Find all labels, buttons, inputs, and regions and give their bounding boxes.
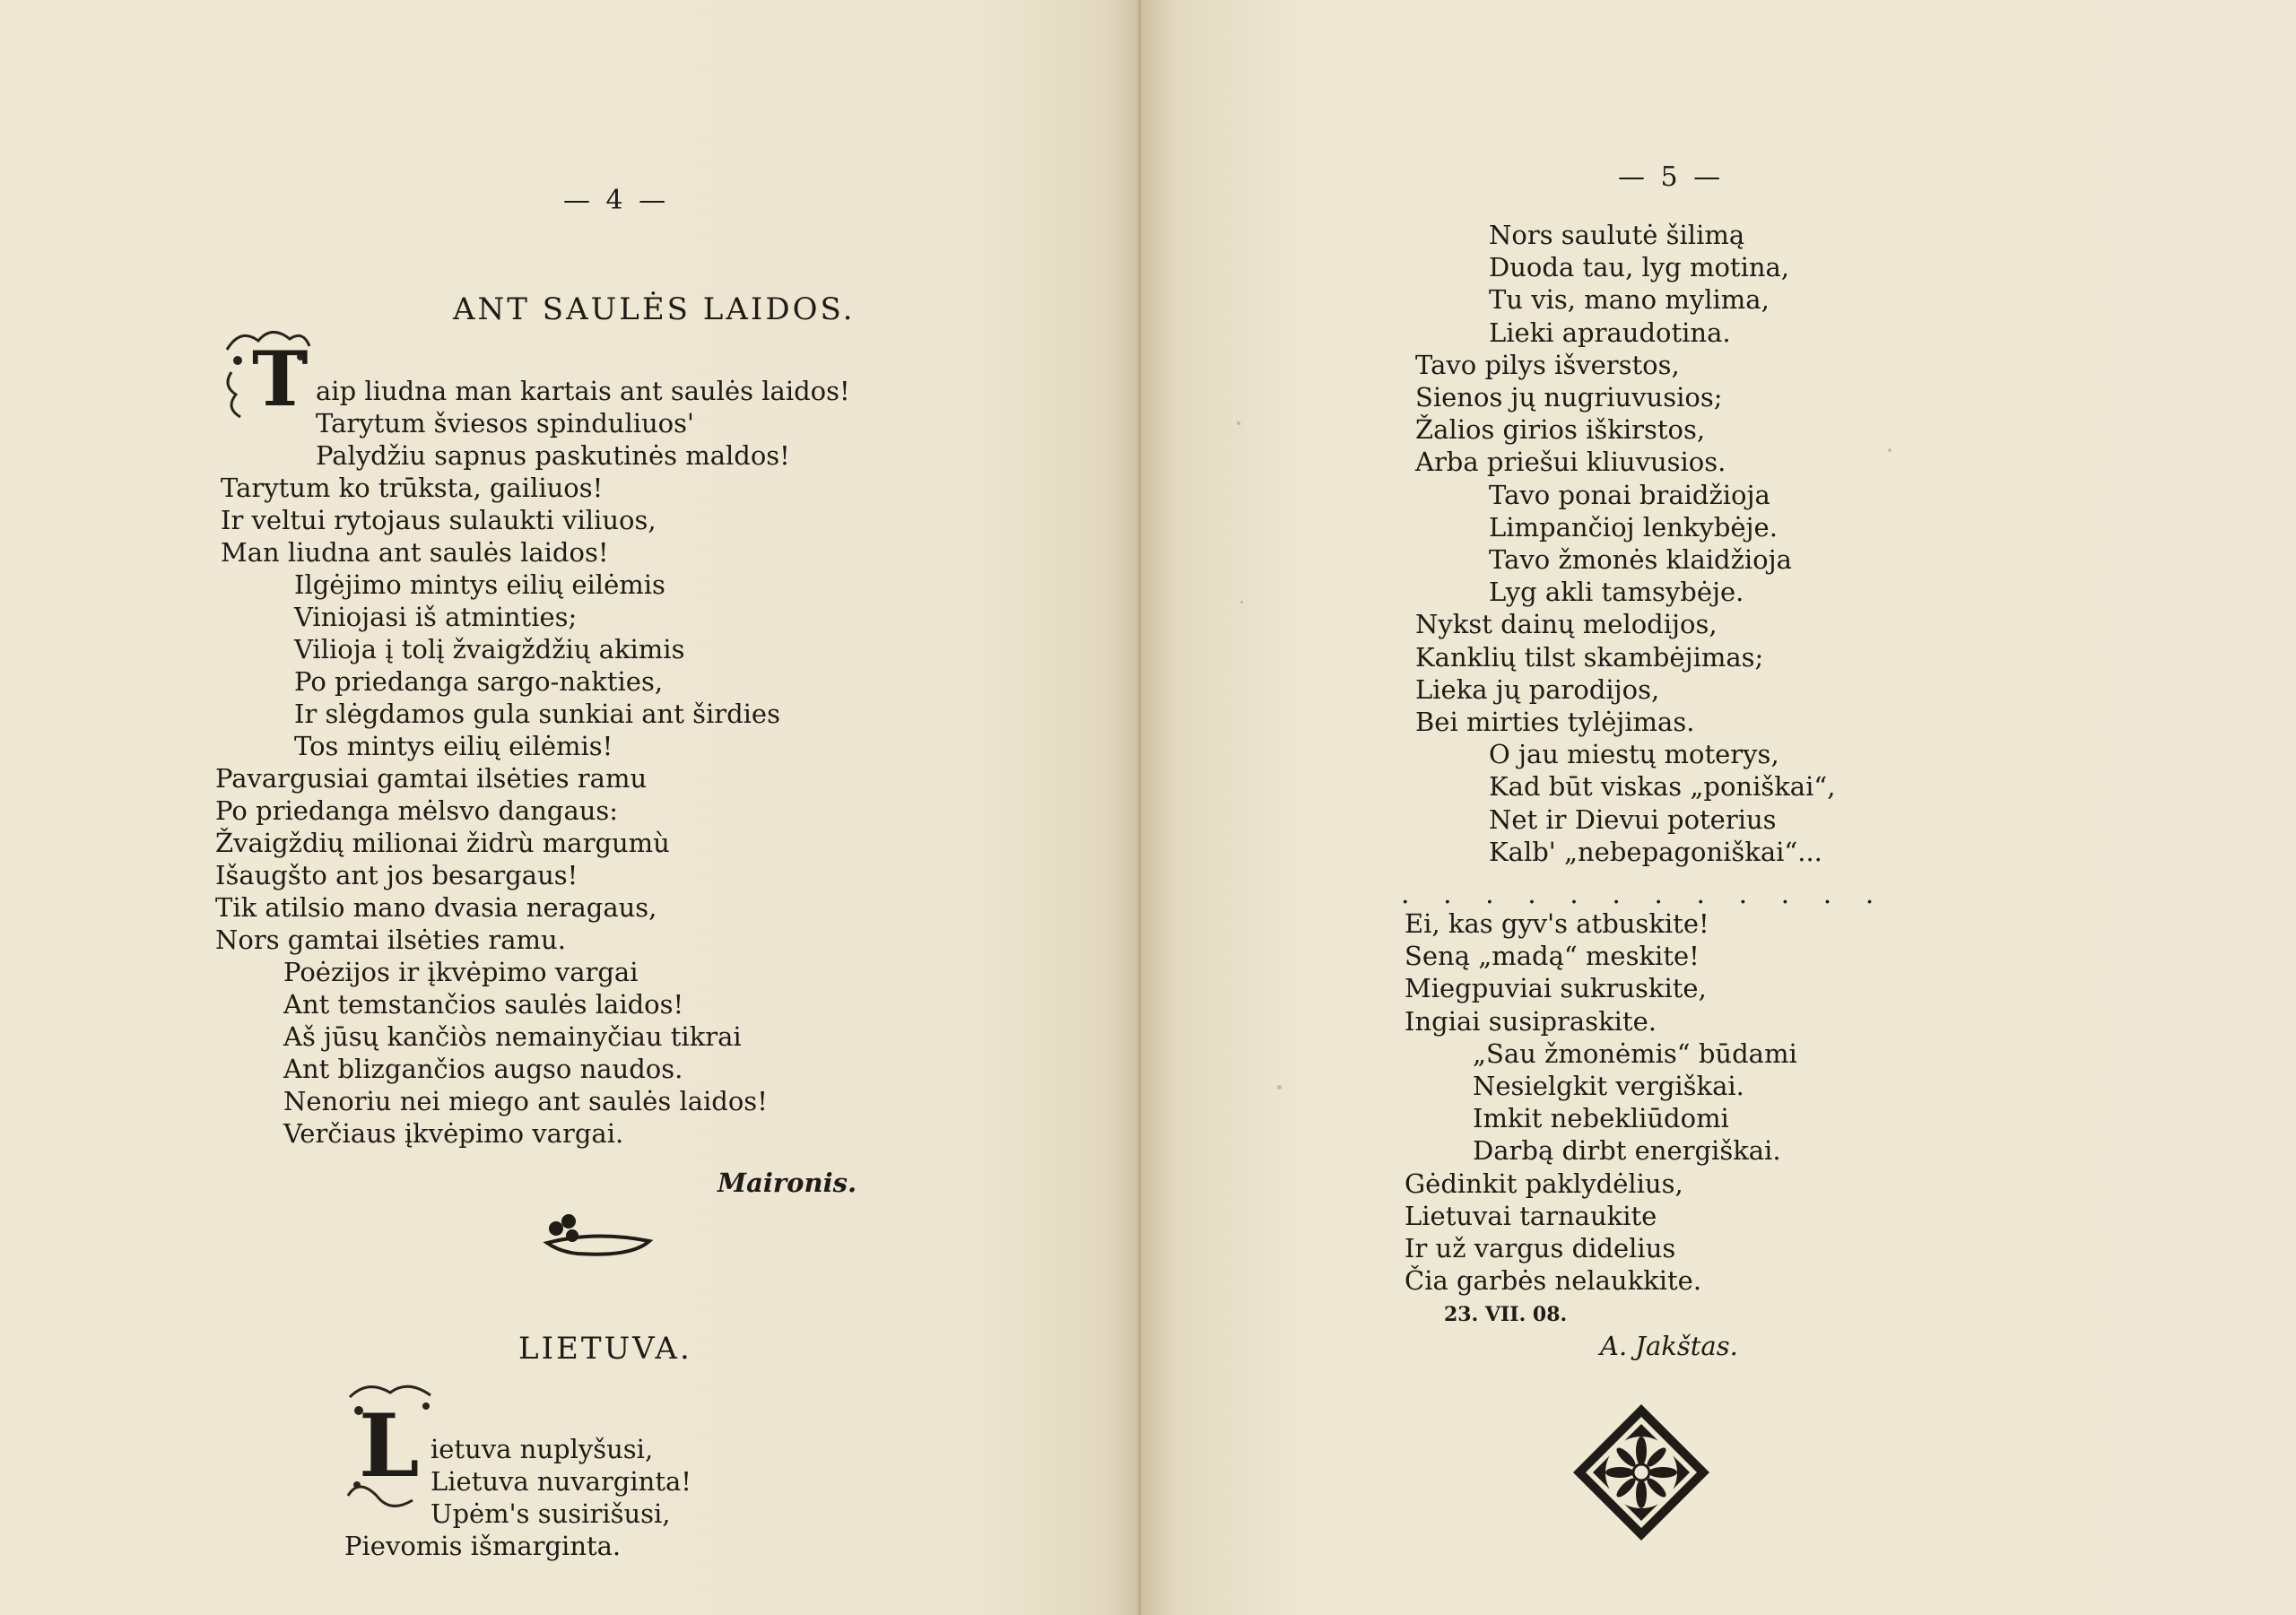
verse-line: Tarytum ko trūksta, gailiuos! — [221, 473, 604, 503]
verse-line: Ei, kas gyv's atbuskite! — [1405, 908, 1709, 939]
verse-line: Verčiaus įkvėpimo vargai. — [283, 1118, 624, 1149]
verse-line: Gėdinkit paklydėlius, — [1405, 1168, 1683, 1199]
signature-maironis: Maironis. — [718, 1168, 857, 1198]
verse-line: Išaugšto ant jos besargaus! — [215, 860, 578, 890]
poem-title-lietuva: LIETUVA. — [518, 1331, 692, 1367]
verse-line: Upėm's susirišusi, — [430, 1498, 671, 1529]
verse-line: Lieki apraudotina. — [1489, 317, 1731, 348]
verse-line: Palydžiu sapnus paskutinės maldos! — [316, 440, 790, 471]
verse-line: Nesielgkit vergiškai. — [1473, 1071, 1744, 1101]
verse-line: Arba priešui kliuvusios. — [1415, 447, 1726, 477]
diamond-flower-ornament — [1570, 1401, 1713, 1548]
verse-line: Aš jūsų kančiòs nemainyčiau tikrai — [283, 1021, 742, 1052]
verse-line: Miegpuviai sukruskite, — [1405, 973, 1707, 1003]
verse-line: Ilgėjimo mintys eilių eilėmis — [294, 569, 665, 600]
svg-text:L: L — [359, 1395, 420, 1497]
verse-line: Ant blizgančios augso naudos. — [283, 1054, 683, 1084]
verse-line: Tarytum šviesos spinduliuos' — [316, 408, 695, 438]
verse-line: Pievomis išmarginta. — [344, 1531, 622, 1561]
paper-speck — [1240, 601, 1243, 603]
verse-line: Imkit nebekliūdomi — [1473, 1103, 1729, 1133]
paper-speck — [1277, 1085, 1282, 1090]
verse-line: Kad būt viskas „poniškai“, — [1489, 771, 1836, 802]
paper-speck — [1888, 448, 1892, 452]
verse-line: Žvaigždių milionai židrù margumù — [215, 828, 670, 858]
verse-line: Lietuvai tarnaukite — [1405, 1201, 1657, 1231]
left-page — [0, 0, 1141, 1615]
signature-jakstas: A. Jakštas. — [1600, 1331, 1738, 1361]
paper-speck — [1237, 421, 1240, 425]
verse-line: Lyg akli tamsybėje. — [1489, 577, 1744, 607]
verse-line: O jau miestų moterys, — [1489, 739, 1779, 769]
verse-line: Bei mirties tylėjimas. — [1415, 707, 1695, 737]
verse-line: Čia garbės nelaukkite. — [1405, 1265, 1702, 1296]
verse-line: Tu vis, mano mylima, — [1489, 284, 1770, 315]
verse-line: Žalios girios iškirstos, — [1415, 414, 1706, 445]
verse-line: Sienos jų nugriuvusios; — [1415, 382, 1723, 412]
poem-title-ant-saules-laidos: ANT SAULĖS LAIDOS. — [453, 291, 856, 327]
verse-line: Lieka jų parodijos, — [1415, 674, 1660, 705]
verse-line: Ant temstančios saulės laidos! — [283, 989, 684, 1020]
verse-line: Nenoriu nei miego ant saulės laidos! — [283, 1086, 768, 1116]
decorative-initial-t — [218, 323, 317, 430]
verse-line: Nykst dainų melodijos, — [1415, 609, 1718, 639]
verse-line: Tavo ponai braidžioja — [1489, 480, 1770, 510]
verse-line: Man liudna ant saulės laidos! — [221, 537, 609, 568]
verse-line: Pavargusiai gamtai ilsėties ramu — [215, 763, 648, 794]
verse-line: Kanklių tilst skambėjimas; — [1415, 642, 1764, 673]
verse-line: Nors saulutė šilimą — [1489, 220, 1745, 250]
verse-line: Seną „madą“ meskite! — [1405, 941, 1700, 971]
verse-line: Ir veltui rytojaus sulaukti viliuos, — [221, 505, 657, 535]
svg-text:T: T — [252, 334, 309, 423]
decorative-initial-l — [341, 1379, 439, 1523]
verse-line: Po priedanga mėlsvo dangaus: — [215, 795, 619, 826]
page-number-right: — 5 — — [1618, 161, 1725, 193]
verse-line: Ingiai susipraskite. — [1405, 1006, 1657, 1037]
verse-line: Duoda tau, lyg motina, — [1489, 252, 1790, 282]
verse-line: Tavo pilys išverstos, — [1415, 350, 1680, 380]
verse-line: Ir už vargus didelius — [1405, 1233, 1676, 1263]
verse-line: aip liudna man kartais ant saulės laidos! — [316, 376, 850, 406]
verse-line: Po priedanga sargo-nakties, — [294, 666, 664, 697]
verse-line: Vilioja į tolį žvaigždžių akimis — [294, 634, 685, 664]
verse-line: Tavo žmonės klaidžioja — [1489, 544, 1792, 575]
verse-line: Limpančioj lenkybėje. — [1489, 512, 1778, 543]
verse-line: Kalb' „nebepagoniškai“... — [1489, 837, 1822, 867]
verse-line: Tik atilsio mano dvasia neragaus, — [215, 892, 657, 923]
verse-line: Net ir Dievui poterius — [1489, 804, 1777, 835]
date-line: 23. VII. 08. — [1444, 1303, 1568, 1326]
verse-line: Darbą dirbt energiškai. — [1473, 1135, 1781, 1166]
verse-line: Viniojasi iš atminties; — [294, 602, 578, 632]
verse-line: ietuva nuplyšusi, — [430, 1434, 654, 1464]
verse-line: Lietuva nuvarginta! — [430, 1466, 691, 1497]
verse-line: Nors gamtai ilsėties ramu. — [215, 925, 566, 955]
verse-line: Tos mintys eilių eilėmis! — [294, 731, 613, 761]
verse-line: Poėzijos ir įkvėpimo vargai — [283, 957, 639, 987]
verse-line: Ir slėgdamos gula sunkiai ant širdies — [294, 699, 780, 729]
vignette-ornament — [542, 1212, 658, 1270]
verse-line: „Sau žmonėmis“ būdami — [1473, 1038, 1797, 1069]
page-number-left: — 4 — — [563, 185, 670, 216]
right-page — [1141, 0, 2296, 1615]
ellipsis-separator: . . . . . . . . . . . . — [1401, 879, 1887, 910]
